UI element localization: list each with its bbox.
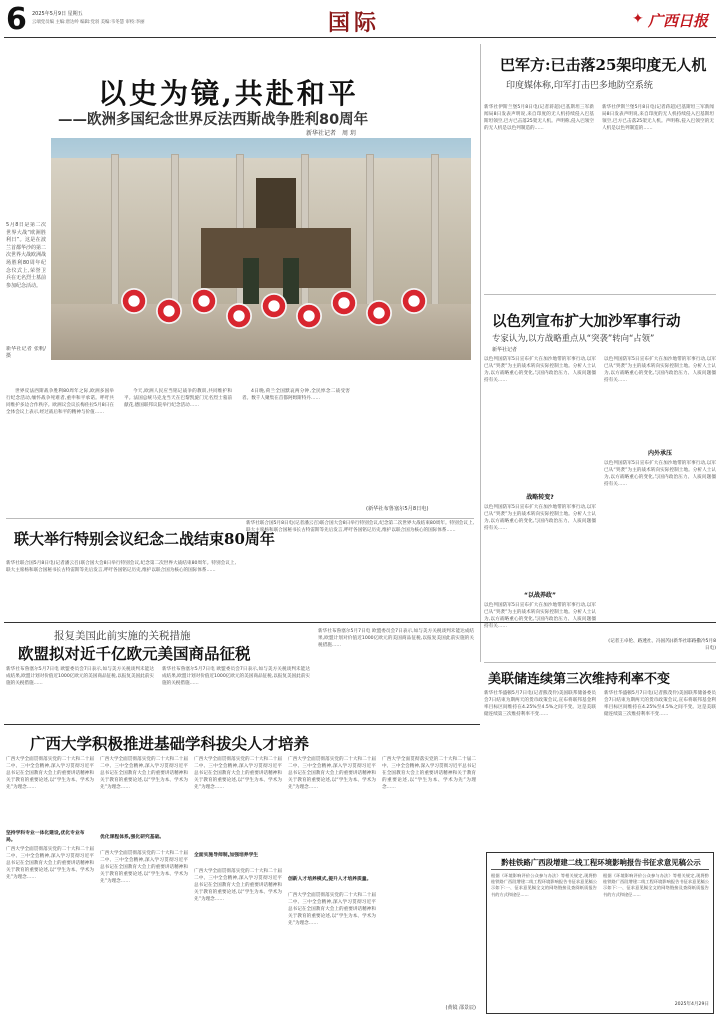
photo-credit: 新华社记者 张帆/摄 <box>6 346 46 359</box>
eu-kicker: 报复美国此前实施的关税措施 <box>54 630 191 642</box>
photo-caption: 5月8日是第二次世界大战“欧洲胜利日”。这是在波兰首都华沙的第二次世界大战欧洲战场胜利80周年纪念仪式上,荣誉卫兵在无名烈士墓前参加纪念活动。 <box>6 222 46 289</box>
guangxi-head-2: 优化课程体系,强化研究基础。 <box>100 835 165 840</box>
memorial-photo <box>51 138 471 360</box>
israel-subhead-3: 内外承压 <box>647 450 672 457</box>
lead-body-col3: 4日晚,荷兰全国默哀两分钟,全民悼念二战受害者。数千人聚集在首都阿姆斯特丹…… <box>242 389 350 401</box>
un-article <box>6 520 476 620</box>
guangxi-head-1: 坚持学科专业一体化建设,优化专业布局。 <box>6 831 85 843</box>
public-notice <box>486 852 714 1014</box>
lead-body-col2: 今天,欧洲人民应当铭记战争的教训,共同维护和平。法国总统马克龙当天在巴黎凯旋门无名烈士墓前献花,德国联邦议院举行纪念活动…… <box>124 389 232 408</box>
section-name: 国际 <box>328 10 381 36</box>
eu-body-col3: 新华社布鲁塞尔5月7日电 欧盟委员会7日表示,如与美方关税谈判未能达成结果,欧盟计划对价值近1000亿欧元的美国商品征税,以报复美国此前实施的关税措施…… <box>318 629 474 648</box>
israel-subhead-1: 战略转变? <box>526 494 554 501</box>
guangxi-body-col1: 广西大学全面贯彻落实党的二十大和二十届二中、三中全会精神,深入学习贯彻习近平总书记在全国教育大会上的重要讲话精神和关于教育的重要论述,以“学生为本、学术为先”为理念…… 坚持学科专业一体化建设,优化专业布局。 广西大学全面贯彻落实党的二十大和二十届二中、三中全会精神,深入学习贯彻习近平总书记在全国教育大会上的重要讲话精神和关于教育的重要论述,以“学生为本、学术为先”为理念…… <box>6 757 94 880</box>
un-body: 新华社联合国5月8日电(记者潘云召)联合国大会8日举行特别会议,纪念第二次世界大战结束80周年。特别会议上,联大主席杨和联合国秘书长古特雷斯等先后发言,呼吁各国铭记历史,维护以联合国为核心的国际体系…… <box>6 561 236 573</box>
pakistan-title: 巴军方:已击落25架印度无人机 <box>500 56 707 74</box>
eu-title: 欧盟拟对近千亿欧元美国商品征税 <box>18 644 251 663</box>
masthead-logo <box>632 9 716 31</box>
pakistan-body-col1: 新华社伊斯兰堡5月8日电(记者蒋超)巴基斯坦三军新闻局8日发表声明说,来自印度的无人机持续侵入巴基斯坦领空,巴方已击落25架无人机。声明称,侵入巴领空的无人机是以色列制造的…… <box>484 105 594 131</box>
guangxi-title: 广西大学积极推进基础学科拔尖人才培养 <box>30 734 310 753</box>
un-body-cont: 新华社联合国5月8日电(记者潘云召)联合国大会8日举行特别会议,纪念第二次世界大战结束80周年。特别会议上,联大主席杨和联合国秘书长古特雷斯等先后发言,呼吁各国铭记历史,维护以联合国为核心的国际体系…… <box>246 521 474 533</box>
lead-article <box>6 60 476 520</box>
logo-star-icon: ✦ <box>632 11 644 27</box>
israel-title: 以色列宣布扩大加沙军事行动 <box>492 313 681 330</box>
pakistan-article <box>484 44 716 294</box>
notice-title: 黔桂铁路广西段增建二线工程环境影响报告书征求意见稿公示 <box>501 858 701 867</box>
editor-line: 云端党员编 主编:唐达岭 编辑:党羽 美编:韦冬慧 审校:李丽 <box>32 20 145 25</box>
eu-body-col1: 新华社布鲁塞尔5月7日电 欧盟委员会7日表示,如与美方关税谈判未能达成结果,欧盟计划对价值近1000亿欧元的美国商品征税,以报复美国此前实施的关税措施…… <box>6 667 154 686</box>
guangxi-body-col5: 广西大学全面贯彻落实党的二十大和二十届二中、三中全会精神,深入学习贯彻习近平总书记在全国教育大会上的重要讲话精神和关于教育的重要论述,以“学生为本、学术为先”为理念…… (黄镜 邵景辰) <box>382 757 476 1011</box>
fed-body-col1: 新华社华盛顿5月7日电(记者熊茂伶)美国联邦储备委员会7日结束为期两天的货币政策会议,宣布将联邦基金利率目标区间维持在4.25%至4.5%之间不变。这是美联储连续第三次维持利率不变…… <box>484 691 596 717</box>
page-number: 6 <box>6 2 27 37</box>
guangxi-body-col4: 广西大学全面贯彻落实党的二十大和二十届二中、三中全会精神,深入学习贯彻习近平总书记在全国教育大会上的重要讲话精神和关于教育的重要论述,以“学生为本、学术为先”为理念…… 创新人才培养模式,提升人才培养质量。 广西大学全面贯彻落实党的二十大和二十届二中、三中全会精神,深入学习贯彻习近平总书记在全国教育大会上的重要讲话精神和关于教育的重要论述,以“学生为本、学术为先”为理念…… <box>288 757 376 926</box>
pakistan-body-col2: 新华社伊斯兰堡5月8日电(记者蒋超)巴基斯坦三军新闻局8日发表声明说,来自印度的无人机持续侵入巴基斯坦领空,巴方已击落25架无人机。声明称,侵入巴领空的无人机是以色列制造的…… <box>602 105 714 131</box>
guangxi-head-4: 创新人才培养模式,提升人才培养质量。 <box>288 877 372 882</box>
guangxi-author: (黄镜 邵景辰) <box>445 1005 476 1011</box>
notice-body-col1: 根据《环境影响评价公众参与办法》等相关规定,现将黔桂铁路广西段增建二线工程环境影响报告书征求意见稿公示如下:一、征求意见稿全文的网络链接及查阅纸质报告书的方式和途径…… <box>491 873 597 897</box>
israel-credit: (记者王卓伦、路透社、冯国芮)(新华社耶路撒冷5月8日电) <box>608 639 716 651</box>
guangxi-article <box>6 726 480 1016</box>
israel-body-col1: 以色列国防军5日宣布扩大在加沙地带的军事行动,以军已从“突袭”为主的战术转向实际控制土地。分析人士认为,以方战略重心的变化,与国内政治压力、人质问题僵持有关…… 战略转变? 以色列国防军5日宣布扩大在加沙地带的军事行动,以军已从“突袭”为主的战术转向实际控制土地。分析人士认为,以方战略重心的变化,与国内政治压力、人质问题僵持有关…… “以战养政” 以色列国防军5日宣布扩大在加沙地带的军事行动,以军已从“突袭”为主的战术转向实际控制土地。分析人士认为,以方战略重心的变化,与国内政治压力、人质问题僵持有关…… <box>484 357 596 629</box>
lead-credit: (新华社布鲁塞尔5月8日电) <box>366 506 429 512</box>
pakistan-subtitle: 印度媒体称,印军打击巴多地防空系统 <box>506 81 653 91</box>
lead-title: 以史为镜,共赴和平 <box>98 77 359 110</box>
israel-article <box>484 294 716 662</box>
israel-subhead-2: “以战养政” <box>524 592 556 599</box>
guangxi-body-col2: 广西大学全面贯彻落实党的二十大和二十届二中、三中全会精神,深入学习贯彻习近平总书记在全国教育大会上的重要讲话精神和关于教育的重要论述,以“学生为本、学术为先”为理念…… 优化课程体系,强化研究基础。 广西大学全面贯彻落实党的二十大和二十届二中、三中全会精神,深入学习贯彻习近平总书记在全国教育大会上的重要讲话精神和关于教育的重要论述,以“学生为本、学术为先”为理念…… <box>100 757 188 884</box>
fed-article <box>484 664 716 850</box>
lead-body-col1: 世界反法西斯战争胜利80周年之际,欧洲多国举行纪念活动,缅怀战争死难者,重申和平承诺。呼吁共同维护多边合作秩序。欧洲议会议长梅佐拉5月8日在全体会议上表示,经过战后和平的精神与价值…… <box>6 389 114 415</box>
lead-subtitle: ——欧洲多国纪念世界反法西斯战争胜利80周年 <box>58 112 369 128</box>
eu-body-col2: 新华社布鲁塞尔5月7日电 欧盟委员会7日表示,如与美方关税谈判未能达成结果,欧盟计划对价值近1000亿欧元的美国商品征税,以报复美国此前实施的关税措施…… <box>162 667 310 686</box>
fed-title: 美联储连续第三次维持利率不变 <box>488 672 671 687</box>
guangxi-body-col3: 广西大学全面贯彻落实党的二十大和二十届二中、三中全会精神,深入学习贯彻习近平总书记在全国教育大会上的重要讲话精神和关于教育的重要论述,以“学生为本、学术为先”为理念…… 全面实施导师制,加强培养学生 广西大学全面贯彻落实党的二十大和二十届二中、三中全会精神,深入学习贯彻习近平总书记在全国教育大会上的重要讲话精神和关于教育的重要论述,以“学生为本、学术为先”为理念…… <box>194 757 282 902</box>
notice-body-col2: 根据《环境影响评价公众参与办法》等相关规定,现将黔桂铁路广西段增建二线工程环境影响报告书征求意见稿公示如下:一、征求意见稿全文的网络链接及查阅纸质报告书的方式和途径…… <box>603 873 709 897</box>
lead-byline: 新华社记者 周 玥 <box>306 130 356 137</box>
israel-body-col2: 以色列国防军5日宣布扩大在加沙地带的军事行动,以军已从“突袭”为主的战术转向实际控制土地。分析人士认为,以方战略重心的变化,与国内政治压力、人质问题僵持有关…… 内外承压 以色列国防军5日宣布扩大在加沙地带的军事行动,以军已从“突袭”为主的战术转向实际控制土地。分析人士认为,以方战略重心的变化,与国内政治压力、人质问题僵持有关…… (记者王卓伦、路透社、冯国芮)(新华社耶路撒冷5月8日电) <box>604 357 716 651</box>
page-header <box>0 0 720 42</box>
fed-body-col2: 新华社华盛顿5月7日电(记者熊茂伶)美国联邦储备委员会7日结束为期两天的货币政策会议,宣布将联邦基金利率目标区间维持在4.25%至4.5%之间不变。这是美联储连续第三次维持利率不变…… <box>604 691 716 717</box>
guangxi-head-3: 全面实施导师制,加强培养学生 <box>194 853 259 858</box>
notice-date: 2025年4月29日 <box>674 1002 709 1007</box>
israel-byline: 新华社记者 <box>492 347 518 353</box>
eu-article <box>6 624 476 724</box>
date-line: 2025年5月9日 星期五 <box>32 11 83 17</box>
israel-subtitle: 专家认为,以方战略重点从“突袭”转向“占领” <box>492 333 655 343</box>
masthead-title: 广西日报 <box>648 12 709 30</box>
un-title: 联大举行特别会议纪念二战结束80周年 <box>14 530 275 548</box>
